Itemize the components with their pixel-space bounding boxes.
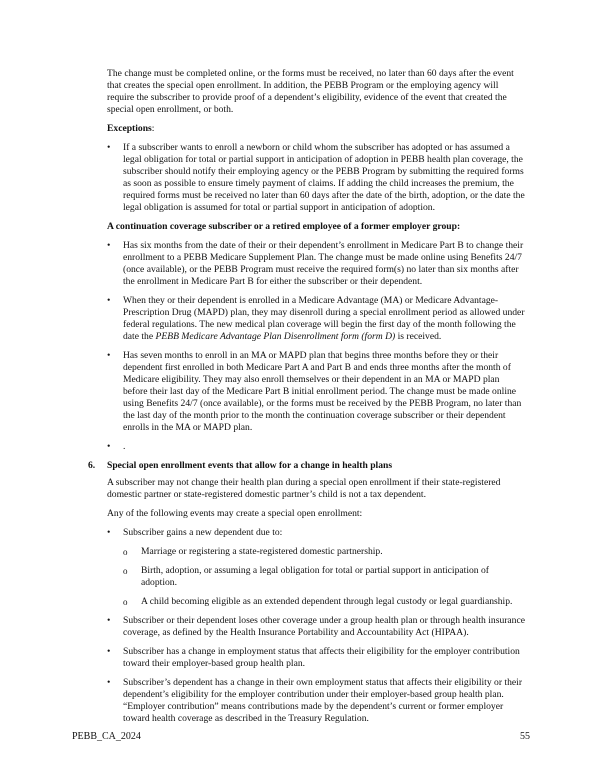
continuation-bullet-2-a: When they or their dependent is enrolled in a Medicare Advantage (MA) or Medicare Advantage-Prescription Drug (MAPD) plan, they may disenroll during a special enrollment period as allowed under federal regulations. The new medical plan coverage will begin the first day of the month following the date the (123, 295, 525, 342)
continuation-bullet-3: Has seven months to enroll in an MA or MAPD plan that begins three months before they or their dependent first enrolled in both Medicare Part A and Part B and ends three months after the month of Medicare eligibility. They may also enroll themselves or their dependent in an MA or MAPD plan before their last day of the Medicare Part B initial enrollment period. The change must be made online using Benefits 24/7 (once available), or the forms must be received by the PEBB Program, no later than the last day of the month prior to the month the continuation coverage subscriber or their dependent enrolls in the MA or MAPD plan. (123, 350, 522, 433)
list-item (107, 527, 525, 539)
footer-doc-id: PEBB_CA_2024 (72, 731, 141, 742)
list-item (107, 677, 525, 725)
list-item (107, 295, 525, 343)
list-item (107, 441, 525, 453)
section-6-paragraph-2: Any of the following events may create a special open enrollment: (107, 508, 363, 519)
continuation-bullet-2-b: is received. (395, 331, 442, 342)
sub-bullet-marker: o (123, 566, 128, 576)
form-d-title: PEBB Medicare Advantage Plan Disenrollment form (form D) (155, 331, 396, 342)
sub-list-item (107, 596, 525, 608)
bullet-marker: • (107, 142, 111, 153)
continuation-bullet-1: Has six months from the date of their or their dependent’s enrollment in Medicare Part B to change their enrollment to a PEBB Medicare Supplement Plan. The change must be made online using Benefits 24/7 (once available), or the PEBB Program must receive the required form(s) no later than six months after the enrollment in Medicare Part B for either the subscriber or their dependent. (123, 240, 524, 287)
exceptions-heading (107, 123, 525, 135)
sub-item-text: Birth, adoption, or assuming a legal obligation for total or partial support in anticipation of adoption. (141, 565, 489, 588)
continuation-bullet-4: . (123, 441, 126, 452)
section-6-heading (88, 460, 525, 472)
list-item (107, 142, 525, 214)
list-item (107, 240, 525, 288)
sub-bullet-marker: o (123, 597, 128, 607)
exceptions-heading-text: Exceptions (107, 123, 152, 134)
bullet-marker: • (107, 240, 111, 251)
sub-list-item (107, 546, 525, 558)
sub-item-text: Marriage or registering a state-registered domestic partnership. (141, 546, 383, 557)
exceptions-colon: : (151, 123, 155, 134)
loses-coverage-text: Subscriber or their dependent loses other coverage under a group health plan or through health insurance coverage, as defined by the Health Insurance Portability and Accountability Act (HIPAA). (123, 615, 526, 638)
page-footer (72, 731, 530, 742)
section-number: 6. (88, 460, 96, 471)
bullet-marker: • (107, 615, 111, 626)
bullet-marker: • (107, 646, 111, 657)
page-number: 55 (520, 731, 530, 742)
list-item (107, 615, 525, 639)
sub-bullet-marker: o (123, 547, 128, 557)
intro-paragraph: The change must be completed online, or the forms must be received, no later than 60 days after the event that creates the special open enrollment. In addition, the PEBB Program or the employing agency will require the subscriber to provide proof of a dependent’s eligibility, evidence of the event that created the special open enrollment, or both. (107, 68, 514, 115)
employment-change-text: Subscriber has a change in employment status that affects their eligibility for the employer contribution toward their employer-based group health plan. (123, 646, 520, 669)
sub-list-item (107, 565, 525, 589)
bullet-marker: • (107, 677, 111, 688)
sub-item-text: A child becoming eligible as an extended dependent through legal custody or legal guardianship. (141, 596, 513, 607)
page-body (88, 68, 526, 732)
exception-text: If a subscriber wants to enroll a newborn or child whom the subscriber has adopted or has assumed a legal obligation for total or partial support in anticipation of adoption in PEBB health plan coverage, the subscriber should notify their employing agency or the PEBB Program by submitting the required forms as soon as possible to ensure timely payment of claims. If adding the child increases the premium, the required forms must be received no later than 60 days after the date of the birth, adoption, or the date the legal obligation is assumed for total or partial support in anticipation of adoption. (123, 142, 525, 213)
new-dependent-text: Subscriber gains a new dependent due to: (123, 527, 283, 538)
section-6-title: Special open enrollment events that allow for a change in health plans (107, 460, 393, 471)
list-item (107, 350, 525, 434)
continuation-heading: A continuation coverage subscriber or a retired employee of a former employer group: (107, 221, 461, 232)
bullet-marker: • (107, 350, 111, 361)
bullet-marker: • (107, 295, 111, 306)
list-item (107, 646, 525, 670)
bullet-marker: • (107, 441, 111, 452)
section-6-paragraph-1: A subscriber may not change their health plan during a special open enrollment if their state-registered domestic partner or state-registered domestic partner’s child is not a tax dependent. (107, 477, 501, 500)
bullet-marker: • (107, 527, 111, 538)
dependent-employment-text: Subscriber’s dependent has a change in their own employment status that affects their eligibility or their dependent’s eligibility for the employer contribution under their employer-based group health plan. “Employer contribution” means contributions made by the dependent’s current or former employer toward health coverage as described in the Treasury Regulation. (123, 677, 523, 724)
